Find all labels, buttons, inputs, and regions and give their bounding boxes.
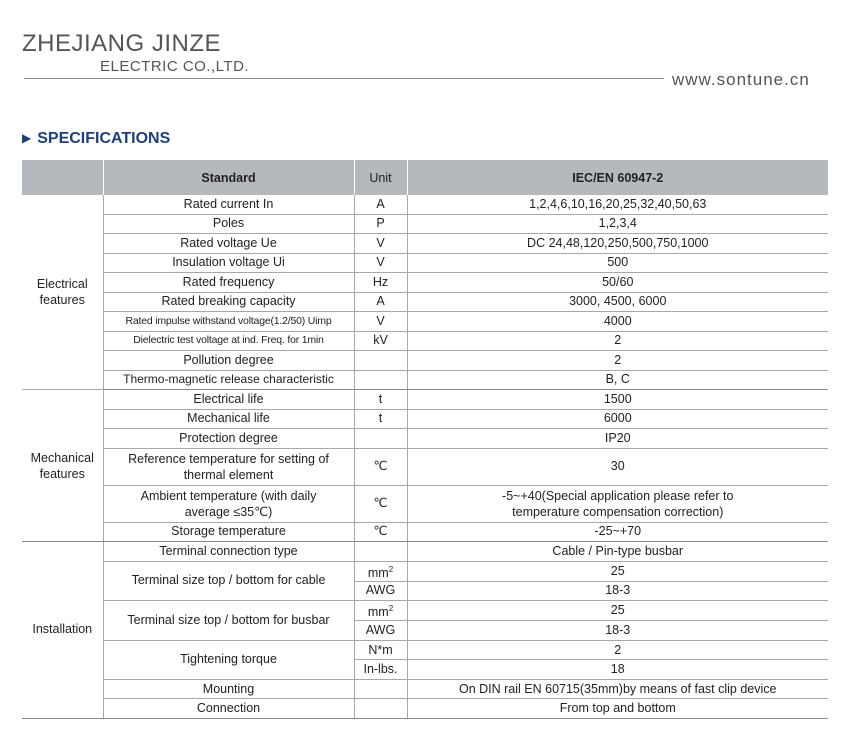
value-cell: Cable / Pin-type busbar (407, 542, 828, 562)
param-cell: Dielectric test voltage at ind. Freq. for 1min (103, 331, 354, 351)
table-row (22, 699, 828, 719)
table-row (22, 253, 828, 273)
table-row (22, 679, 828, 699)
table-row (22, 390, 828, 410)
table-row (22, 351, 828, 371)
table-row (22, 522, 828, 542)
param-cell: Thermo-magnetic release characteristic (103, 370, 354, 390)
table-row (22, 601, 828, 621)
param-cell: Connection (103, 699, 354, 719)
value-cell: 500 (407, 253, 828, 273)
value-cell: 4000 (407, 312, 828, 332)
param-cell: Ambient temperature (with daily average ≤35℃) (103, 485, 354, 522)
unit-cell (354, 429, 407, 449)
value-cell: 1,2,4,6,10,16,20,25,32,40,50,63 (407, 195, 828, 214)
unit-cell (354, 542, 407, 562)
specifications-table (22, 160, 828, 719)
param-cell: Terminal connection type (103, 542, 354, 562)
unit-cell: ℃ (354, 448, 407, 485)
unit-cell: V (354, 234, 407, 254)
value-cell: 50/60 (407, 273, 828, 293)
website-link[interactable]: www.sontune.cn (672, 70, 810, 89)
value-cell: -5~+40(Special application please refer to temperature compensation correction) (407, 485, 828, 522)
table-row (22, 561, 828, 581)
value-cell: IP20 (407, 429, 828, 449)
value-cell: From top and bottom (407, 699, 828, 719)
unit-cell: A (354, 195, 407, 214)
unit-cell: t (354, 390, 407, 410)
param-cell: Pollution degree (103, 351, 354, 371)
table-row (22, 409, 828, 429)
param-cell: Protection degree (103, 429, 354, 449)
table-row (22, 542, 828, 562)
table-row (22, 214, 828, 234)
value-cell: On DIN rail EN 60715(35mm)by means of fast clip device (407, 679, 828, 699)
table-row (22, 640, 828, 660)
unit-cell (354, 370, 407, 390)
param-cell: Terminal size top / bottom for cable (103, 561, 354, 601)
value-cell: 18 (407, 660, 828, 680)
param-cell: Poles (103, 214, 354, 234)
value-cell: 2 (407, 351, 828, 371)
param-cell: Mechanical life (103, 409, 354, 429)
header-divider (24, 78, 664, 79)
unit-cell (354, 679, 407, 699)
param-cell: Terminal size top / bottom for busbar (103, 601, 354, 641)
unit-cell: AWG (354, 621, 407, 641)
table-row (22, 292, 828, 312)
value-cell: 18-3 (407, 621, 828, 641)
value-cell: 18-3 (407, 581, 828, 601)
triangle-bullet-icon: ▶ (22, 131, 32, 145)
table-row (22, 312, 828, 332)
unit-cell (354, 351, 407, 371)
header-value: IEC/EN 60947-2 (407, 160, 828, 195)
unit-cell: V (354, 253, 407, 273)
header-group (22, 160, 103, 195)
unit-cell: Hz (354, 273, 407, 293)
param-cell: Insulation voltage Ui (103, 253, 354, 273)
table-header-row (22, 160, 828, 195)
table-row (22, 370, 828, 390)
company-name-suffix: ELECTRIC CO.,LTD. (100, 58, 250, 75)
param-cell: Rated frequency (103, 273, 354, 293)
param-cell: Reference temperature for setting of thermal element (103, 448, 354, 485)
value-cell: B, C (407, 370, 828, 390)
header-unit: Unit (354, 160, 407, 195)
param-cell: Rated voltage Ue (103, 234, 354, 254)
group-label-electrical: Electrical features (22, 195, 103, 390)
group-label-mechanical: Mechanical features (22, 390, 103, 542)
param-cell: Rated impulse withstand voltage(1.2/50) Uimp (103, 312, 354, 332)
value-cell: -25~+70 (407, 522, 828, 542)
unit-cell: N*m (354, 640, 407, 660)
table-row (22, 448, 828, 485)
value-cell: 6000 (407, 409, 828, 429)
value-cell: 30 (407, 448, 828, 485)
unit-cell: $mm^2$ (354, 561, 407, 581)
unit-cell: P (354, 214, 407, 234)
param-cell: Rated current In (103, 195, 354, 214)
value-cell: 2 (407, 331, 828, 351)
value-cell: 3000, 4500, 6000 (407, 292, 828, 312)
table-row (22, 485, 828, 522)
param-cell: Tightening torque (103, 640, 354, 679)
table-row (22, 429, 828, 449)
unit-cell (354, 699, 407, 719)
unit-cell: V (354, 312, 407, 332)
table-row (22, 331, 828, 351)
param-cell: Mounting (103, 679, 354, 699)
value-cell: 25 (407, 601, 828, 621)
value-cell: 25 (407, 561, 828, 581)
company-name: ZHEJIANG JINZE (22, 30, 222, 57)
value-cell: 1500 (407, 390, 828, 410)
header-standard: Standard (103, 160, 354, 195)
value-cell: 2 (407, 640, 828, 660)
unit-cell: $mm^2$ (354, 601, 407, 621)
unit-cell: t (354, 409, 407, 429)
unit-cell: kV (354, 331, 407, 351)
unit-cell: ℃ (354, 485, 407, 522)
unit-cell: A (354, 292, 407, 312)
param-cell: Electrical life (103, 390, 354, 410)
table-row (22, 273, 828, 293)
value-cell: 1,2,3,4 (407, 214, 828, 234)
param-cell: Rated breaking capacity (103, 292, 354, 312)
unit-cell: AWG (354, 581, 407, 601)
unit-cell: In-lbs. (354, 660, 407, 680)
table-row (22, 234, 828, 254)
value-cell: DC 24,48,120,250,500,750,1000 (407, 234, 828, 254)
section-title: ▶ SPECIFICATIONS (22, 130, 171, 147)
group-label-installation: Installation (22, 542, 103, 719)
unit-cell: ℃ (354, 522, 407, 542)
table-row (22, 195, 828, 214)
param-cell: Storage temperature (103, 522, 354, 542)
